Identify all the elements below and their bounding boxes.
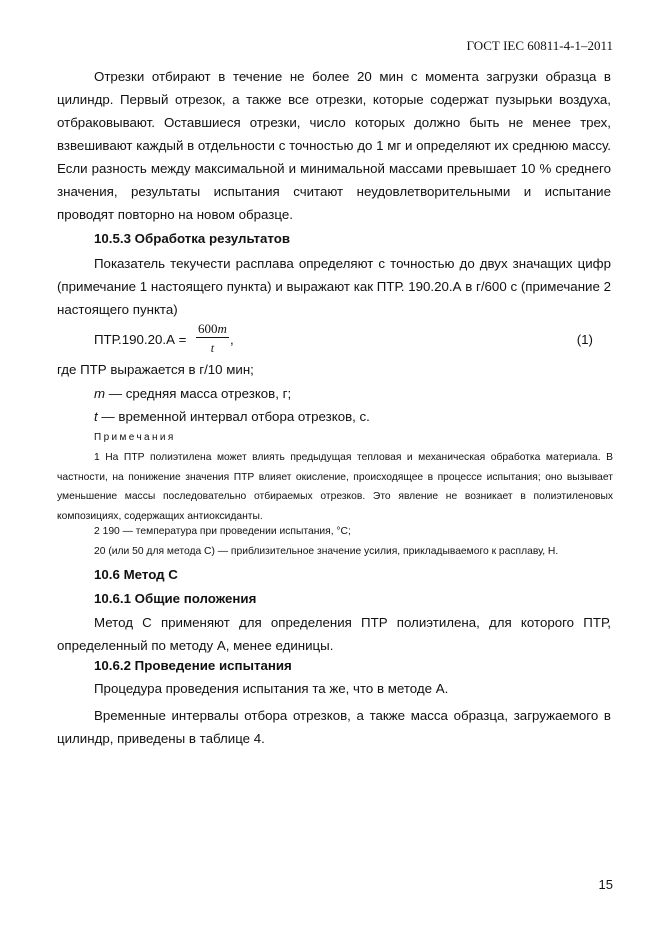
- heading-10-6: 10.6 Метод С: [94, 567, 178, 582]
- variable-m-symbol: m: [94, 386, 106, 401]
- note-2-temperature: 2 190 — температура при проведении испытания, °С;: [94, 526, 351, 537]
- note-2-force: 20 (или 50 для метода С) — приблизительное значение усилия, прикладываемого к расплаву, Н.: [94, 546, 559, 557]
- variable-t-symbol: t: [94, 409, 98, 424]
- heading-10-6-1: 10.6.1 Общие положения: [94, 591, 257, 606]
- variable-m: [94, 386, 291, 401]
- paragraph-procedure: Процедура проведения испытания та же, что в методе А.: [94, 681, 449, 696]
- formula-block: [94, 321, 611, 361]
- paragraph-time-intervals: Временные интервалы отбора отрезков, а также масса образца, загружаемого в цилиндр, приведены в таблице 4.: [57, 708, 611, 746]
- formula-denominator: t: [210, 341, 215, 355]
- paragraph-melt-flow-index: Показатель текучести расплава определяют с точностью до двух значащих цифр (примечание 1 настоящего пункта) и выражают как ПТР. 190.20.А в г/600 с (примечание 2 настоящего пункта): [57, 256, 611, 317]
- paragraph-method-c: Метод С применяют для определения ПТР полиэтилена, для которого ПТР, определенный по методу А, менее единицы.: [57, 615, 611, 653]
- formula-number: (1): [576, 332, 593, 347]
- page-number: 15: [598, 877, 613, 892]
- variable-t-description: — временной интервал отбора отрезков, с.: [97, 409, 370, 424]
- heading-10-5-3: 10.5.3 Обработка результатов: [94, 231, 291, 246]
- notes-title: Примечания: [94, 432, 176, 443]
- variable-t: [94, 409, 370, 424]
- formula-comma: ,: [230, 332, 234, 347]
- variable-m-description: — средняя масса отрезков, г;: [105, 386, 292, 401]
- formula-lhs: ПТР.190.20.А =: [94, 332, 187, 347]
- formula-fraction: [196, 321, 229, 356]
- where-line: где ПТР выражается в г/10 мин;: [57, 362, 254, 377]
- note-1: 1 На ПТР полиэтилена может влиять предыдущая тепловая и механическая обработка материала. В частности, на понижение значения ПТР влияет окисление, происходящее в процессе испытания; оно вызывает уменьшение массы последовательно отбираемых отрезков. Это явление не возникает в полиэтиленовых композициях, содержащих антиоксиданты.: [57, 452, 613, 522]
- paragraph-sample-cuts: Отрезки отбирают в течение не более 20 мин с момента загрузки образца в цилиндр. Первый отрезок, а также все отрезки, которые содержат пузырьки воздуха, отбраковывают. Оставшиеся отрезки, число которых должно быть не менее трех, взвешивают каждый в отдельности с точностью до 1 мг и определяют их среднюю массу. Если разность между максимальной и минимальной массами превышает 10 % среднего значения, результаты испытания считают неудовлетворительными и испытание проводят повторно на новом образце.: [57, 69, 611, 222]
- document-code-header: ГОСТ IEC 60811-4-1–2011: [466, 38, 613, 53]
- heading-10-6-2: 10.6.2 Проведение испытания: [94, 658, 292, 673]
- formula-numerator: 600m: [198, 321, 227, 336]
